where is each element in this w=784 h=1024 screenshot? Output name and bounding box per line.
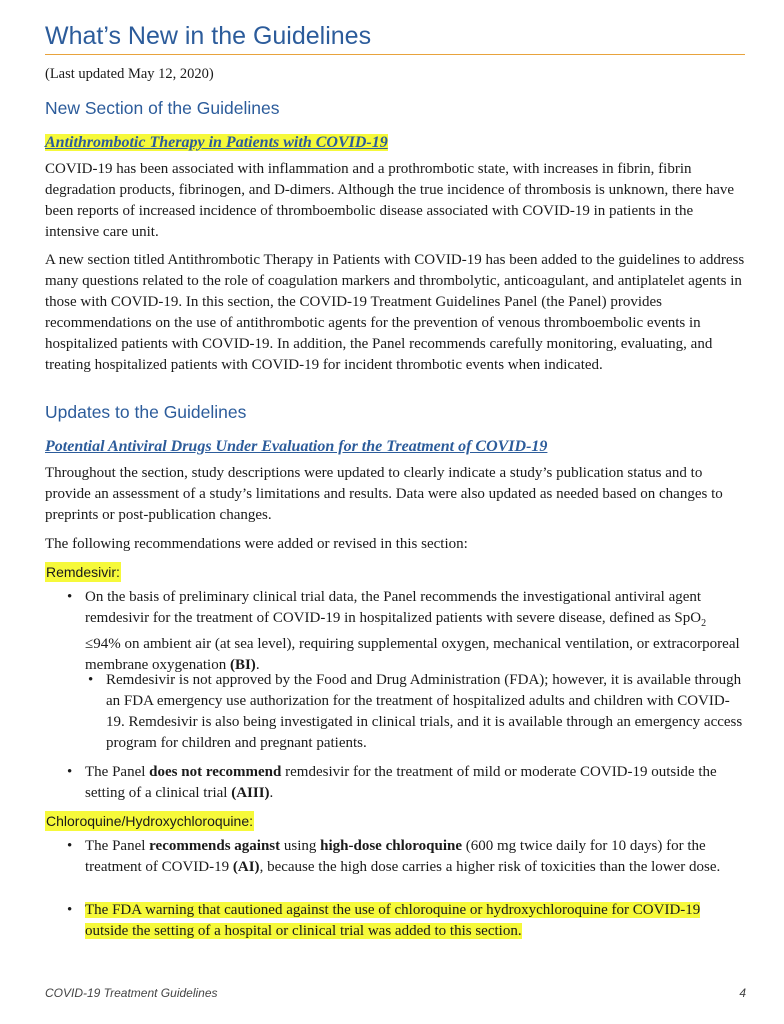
subheading-antithrombotic xyxy=(45,132,388,154)
recommends-against-emphasis: recommends against xyxy=(149,838,281,854)
subscript-2: 2 xyxy=(701,618,707,629)
last-updated: (Last updated May 12, 2020) xyxy=(45,66,214,82)
remdesivir-bullet-1 xyxy=(67,587,745,676)
section-heading-new: New Section of the Guidelines xyxy=(45,98,280,118)
chloroquine-b1-text-2: using xyxy=(280,838,321,854)
bullet-dot: • xyxy=(88,672,94,688)
remdesivir-b2-end: . xyxy=(269,785,274,801)
bullet-dot: • xyxy=(67,764,73,780)
rating-aiii: (AIII) xyxy=(231,785,270,801)
chloroquine-b1-end: , because the high dose carries a higher risk of toxicities than the lower dose. xyxy=(259,859,721,875)
rating-ai: (AI) xyxy=(232,859,260,875)
chloroquine-b1-text: The Panel xyxy=(85,838,150,854)
remdesivir-b2-text-2: remdesivir for the treatment of mild or moderate COVID-19 outside the setting of a clinical trial xyxy=(85,764,717,801)
subheading-antiviral: Potential Antiviral Drugs Under Evaluation for the Treatment of COVID-19 xyxy=(45,438,548,455)
not-recommend-emphasis: does not recommend xyxy=(149,764,282,780)
remdesivir-b2-text: The Panel xyxy=(85,764,150,780)
remdesivir-sub-bullet-text: Remdesivir is not approved by the Food and Drug Administration (FDA); however, it is available through an FDA emergency use authorization for the treatment of hospitalized adults and children with COVID-19. Remdesivir is also being investigated in clinical trials, and it is available through an emergency access program for children and pregnant patients. xyxy=(106,672,743,751)
bullet-dot: • xyxy=(67,902,73,918)
chloroquine-label: Chloroquine/Hydroxychloroquine: xyxy=(46,813,254,829)
remdesivir-b1-text-2: ≤94% on ambient air (at sea level), requiring supplemental oxygen, mechanical ventilation, or extracorporeal membrane oxygenation xyxy=(85,636,740,673)
remdesivir-sub-bullet xyxy=(88,670,746,754)
remdesivir-bullet-2 xyxy=(67,762,745,804)
remdesivir-b1-text: On the basis of preliminary clinical trial data, the Panel recommends the investigational antiviral agent remdesivir for the treatment of COVID-19 in hospitalized patients with severe disease, defined as SpO xyxy=(85,589,702,626)
chloroquine-bullet-1 xyxy=(67,836,745,878)
fda-warning-highlighted: The FDA warning that cautioned against the use of chloroquine or hydroxychloroquine for COVID-19 outside the setting of a hospital or clinical trial was added to this section. xyxy=(85,902,701,939)
remdesivir-b1-end: . xyxy=(255,657,260,673)
page-title: What’s New in the Guidelines xyxy=(45,20,745,55)
footer-title: COVID-19 Treatment Guidelines xyxy=(45,986,218,1000)
chloroquine-b1-text-3: (600 mg twice daily for 10 days) for the treatment of COVID-19 xyxy=(85,838,706,875)
highlighted-subheading: Antithrombotic Therapy in Patients with COVID-19 xyxy=(45,134,388,151)
paragraph-antithrombotic-intro: COVID-19 has been associated with inflammation and a prothrombotic state, with increases in fibrin, fibrin degradation products, fibrinogen, and D-dimers. Although the true incidence of thrombosis is unknown, there have been reports of increased incidence of thromboembolic disease associated with COVID-19 in patients in the intensive care unit. xyxy=(45,161,735,240)
chloroquine-bullet-2 xyxy=(67,900,745,942)
bullet-dot: • xyxy=(67,589,73,605)
page-number: 4 xyxy=(739,986,746,1000)
high-dose-chloroquine-emphasis: high-dose chloroquine xyxy=(320,838,462,854)
paragraph-antiviral-intro: Throughout the section, study descriptions were updated to clearly indicate a study’s publication status and to provide an assessment of a study’s limitations and results. Data were also updated as needed based on changes to preprints or post-publication changes. xyxy=(45,465,723,523)
rating-bi: (BI) xyxy=(229,657,256,673)
section-heading-updates: Updates to the Guidelines xyxy=(45,402,247,422)
paragraph-recommendations-intro: The following recommendations were added or revised in this section: xyxy=(45,536,468,552)
paragraph-antithrombotic-details: A new section titled Antithrombotic Therapy in Patients with COVID-19 has been added to the guidelines to address many questions related to the role of coagulation markers and thrombolytic, anticoagulant, and antiplatelet agents in those with COVID-19. In this section, the COVID-19 Treatment Guidelines Panel (the Panel) provides recommendations on the use of antithrombotic agents for the prevention of venous thromboembolic events in hospitalized patients with COVID-19. In addition, the Panel recommends carefully monitoring, evaluating, and treating hospitalized patients with COVID-19 for incident thrombotic events when indicated. xyxy=(45,252,745,373)
remdesivir-label: Remdesivir: xyxy=(46,564,120,580)
bullet-dot: • xyxy=(67,838,73,854)
